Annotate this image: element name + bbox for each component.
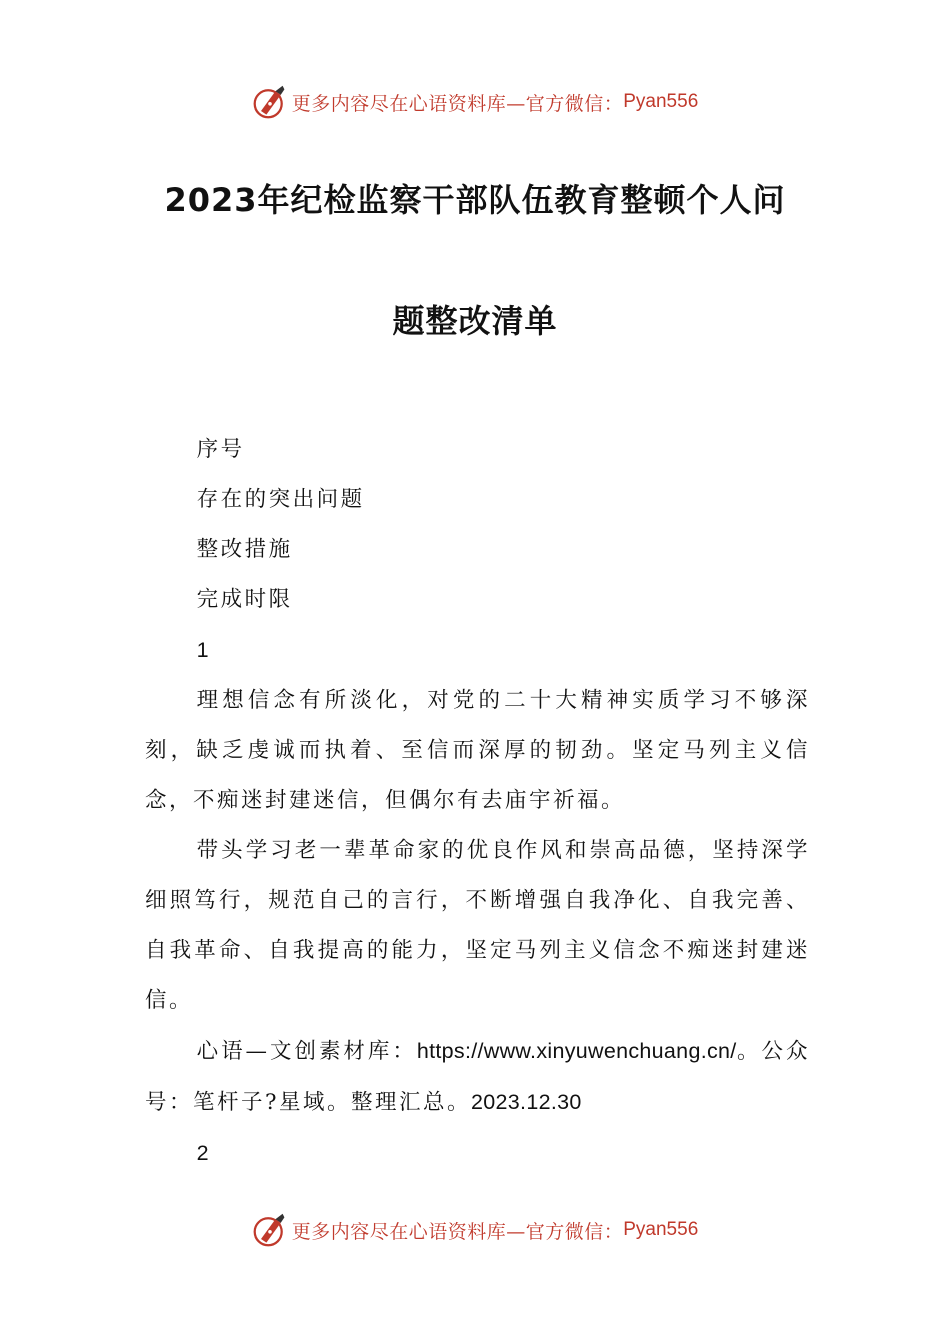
item-problem: 理想信念有所淡化，对党的二十大精神实质学习不够深刻，缺乏虔诚而执着、至信而深厚的韧劲。坚定马列主义信念，不痴迷封建迷信，但偶尔有去庙宇祈福。 [145, 688, 810, 813]
source-note [145, 1026, 810, 1128]
item-measures: 带头学习老一辈革命家的优良作风和崇高品德，坚持深学细照笃行，规范自己的言行，不断增强自我净化、自我完善、自我革命、自我提高的能力，坚定马列主义信念不痴迷封建迷信。 [145, 838, 810, 1013]
document-title-line-2: 题整改清单 [392, 302, 558, 340]
item-seq: 1 [196, 638, 209, 662]
header-measures: 整改措施 [196, 537, 293, 562]
document-body [145, 425, 810, 1179]
source-url: https://www.xinyuwenchuang.cn/ [416, 1039, 737, 1063]
wechat-id: Pyan556 [623, 91, 699, 112]
document-title-line-1: 2023年纪检监察干部队伍教育整顿个人问 [164, 181, 786, 219]
header-deadline: 完成时限 [196, 587, 293, 612]
footer-banner [0, 1208, 950, 1252]
source-label: 心语—文创素材库： [196, 1039, 417, 1064]
banner-text: 更多内容尽在心语资料库—官方微信： [291, 92, 624, 115]
source-after-url: 。公众号：笔杆子?星域。整理汇总。 [145, 1039, 810, 1115]
item-seq: 2 [196, 1141, 209, 1165]
header-seq: 序号 [196, 437, 245, 462]
header-problem: 存在的突出问题 [196, 487, 365, 512]
wechat-id: Pyan556 [623, 1219, 699, 1240]
pen-nib-logo-icon [252, 1212, 288, 1248]
header-banner [0, 80, 950, 124]
pen-nib-logo-icon [252, 84, 288, 120]
banner-text: 更多内容尽在心语资料库—官方微信： [291, 1220, 624, 1243]
source-date: 2023.12.30 [471, 1090, 582, 1114]
